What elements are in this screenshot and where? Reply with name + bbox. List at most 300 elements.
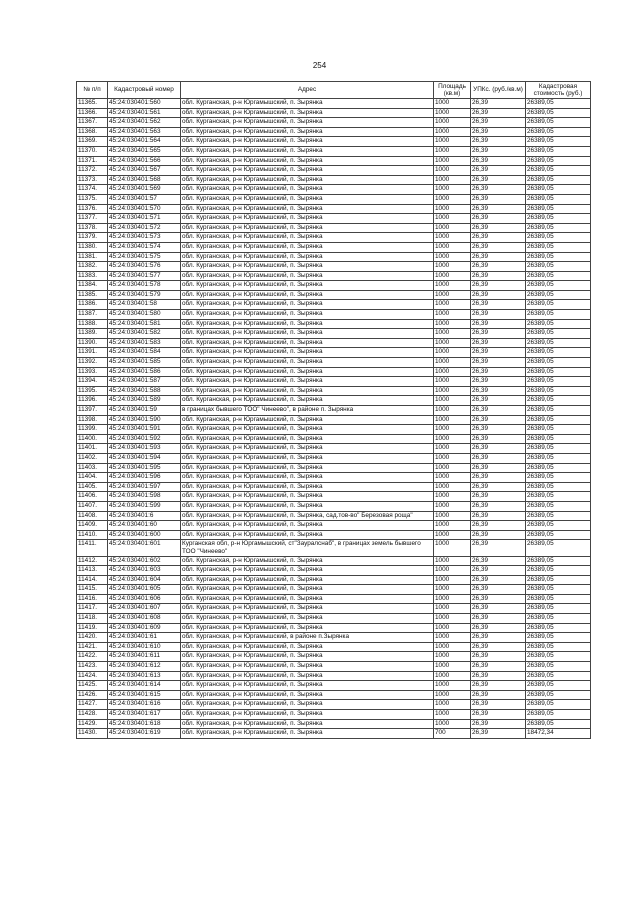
address: обл. Курганская, р-н Юргамышский, п. Зырянка [181, 566, 434, 576]
cadastral-cost: 26389,05 [526, 118, 591, 128]
cadastral-cost: 26389,05 [526, 99, 591, 109]
area: 1000 [434, 367, 471, 377]
row-number: 11373. [77, 175, 108, 185]
cadastral-cost: 26389,05 [526, 358, 591, 368]
cadastral-number: 45:24:030401:58 [108, 300, 181, 310]
row-number: 11402. [77, 453, 108, 463]
cadastral-cost: 26389,05 [526, 511, 591, 521]
table-row [77, 358, 591, 368]
address: обл. Курганская, р-н Юргамышский, п. Зырянка [181, 681, 434, 691]
cadastral-number: 45:24:030401:566 [108, 156, 181, 166]
row-number: 11394. [77, 377, 108, 387]
cadastral-number: 45:24:030401:571 [108, 214, 181, 224]
area: 1000 [434, 690, 471, 700]
table-row [77, 310, 591, 320]
area: 1000 [434, 166, 471, 176]
cadastral-number: 45:24:030401:560 [108, 99, 181, 109]
area: 1000 [434, 396, 471, 406]
cadastral-cost: 26389,05 [526, 194, 591, 204]
row-number: 11385. [77, 290, 108, 300]
row-number: 11365. [77, 99, 108, 109]
address: в границах бывшего ТОО" Чинеево", в районе п. Зырянка [181, 406, 434, 416]
cadastral-number: 45:24:030401:615 [108, 690, 181, 700]
upks: 26,39 [471, 166, 526, 176]
area: 1000 [434, 482, 471, 492]
table-row [77, 719, 591, 729]
address: обл. Курганская, р-н Юргамышский, п. Зырянка [181, 204, 434, 214]
row-number: 11425. [77, 681, 108, 691]
cadastral-cost: 26389,05 [526, 185, 591, 195]
upks: 26,39 [471, 473, 526, 483]
address: обл. Курганская, р-н Юргамышский, п. Зырянка [181, 338, 434, 348]
cadastral-cost: 26389,05 [526, 319, 591, 329]
address: обл. Курганская, р-н Юргамышский, п. Зырянка [181, 146, 434, 156]
cadastral-number: 45:24:030401:574 [108, 242, 181, 252]
area: 1000 [434, 406, 471, 416]
row-number: 11429. [77, 719, 108, 729]
cadastral-cost: 26389,05 [526, 377, 591, 387]
area: 1000 [434, 575, 471, 585]
table-row [77, 233, 591, 243]
address: обл. Курганская, р-н Юргамышский, п. Зырянка [181, 386, 434, 396]
address: обл. Курганская, р-н Юргамышский, п. Зырянка [181, 108, 434, 118]
row-number: 11399. [77, 425, 108, 435]
area: 1000 [434, 614, 471, 624]
area: 1000 [434, 290, 471, 300]
address: обл. Курганская, р-н Юргамышский, п. Зырянка [181, 623, 434, 633]
table-row [77, 575, 591, 585]
row-number: 11383. [77, 271, 108, 281]
area: 1000 [434, 118, 471, 128]
upks: 26,39 [471, 681, 526, 691]
cadastral-cost: 26389,05 [526, 214, 591, 224]
cadastral-number: 45:24:030401:579 [108, 290, 181, 300]
cadastral-cost: 26389,05 [526, 482, 591, 492]
address: обл. Курганская, р-н Юргамышский, п. Зырянка [181, 415, 434, 425]
cadastral-number: 45:24:030401:569 [108, 185, 181, 195]
table-row [77, 473, 591, 483]
upks: 26,39 [471, 281, 526, 291]
cadastral-cost: 26389,05 [526, 310, 591, 320]
cadastral-cost: 26389,05 [526, 642, 591, 652]
cadastral-cost: 26389,05 [526, 633, 591, 643]
cadastral-cost: 26389,05 [526, 108, 591, 118]
cadastral-cost: 26389,05 [526, 223, 591, 233]
address: обл. Курганская, р-н Юргамышский, п. Зырянка [181, 348, 434, 358]
table-row [77, 166, 591, 176]
row-number: 11417. [77, 604, 108, 614]
address: обл. Курганская, р-н Юргамышский, п. Зырянка [181, 185, 434, 195]
cadastral-cost: 26389,05 [526, 242, 591, 252]
row-number: 11388. [77, 319, 108, 329]
address: обл. Курганская, р-н Юргамышский, п. Зырянка [181, 127, 434, 137]
table-row [77, 530, 591, 540]
row-number: 11377. [77, 214, 108, 224]
cadastral-number: 45:24:030401:598 [108, 492, 181, 502]
upks: 26,39 [471, 501, 526, 511]
table-row [77, 521, 591, 531]
address: обл. Курганская, р-н Юргамышский, п. Зырянка [181, 281, 434, 291]
row-number: 11381. [77, 252, 108, 262]
row-number: 11408. [77, 511, 108, 521]
upks: 26,39 [471, 358, 526, 368]
cadastral-cost: 26389,05 [526, 425, 591, 435]
area: 1000 [434, 281, 471, 291]
table-row [77, 700, 591, 710]
upks: 26,39 [471, 594, 526, 604]
upks: 26,39 [471, 700, 526, 710]
table-row [77, 271, 591, 281]
cadastral-cost: 26389,05 [526, 652, 591, 662]
area: 1000 [434, 642, 471, 652]
upks: 26,39 [471, 614, 526, 624]
row-number: 11386. [77, 300, 108, 310]
cadastral-cost: 26389,05 [526, 146, 591, 156]
table-row [77, 614, 591, 624]
row-number: 11401. [77, 444, 108, 454]
cadastral-number: 45:24:030401:591 [108, 425, 181, 435]
upks: 26,39 [471, 556, 526, 566]
table-row [77, 482, 591, 492]
area: 1000 [434, 204, 471, 214]
table-row [77, 566, 591, 576]
upks: 26,39 [471, 652, 526, 662]
upks: 26,39 [471, 482, 526, 492]
cadastral-cost: 26389,05 [526, 367, 591, 377]
row-number: 11419. [77, 623, 108, 633]
area: 1000 [434, 521, 471, 531]
address: обл. Курганская, р-н Юргамышский, п. Зырянка [181, 425, 434, 435]
row-number: 11376. [77, 204, 108, 214]
cadastral-cost: 26389,05 [526, 566, 591, 576]
cadastral-number: 45:24:030401:602 [108, 556, 181, 566]
row-number: 11382. [77, 262, 108, 272]
area: 1000 [434, 156, 471, 166]
row-number: 11415. [77, 585, 108, 595]
row-number: 11423. [77, 662, 108, 672]
cadastral-cost: 26389,05 [526, 681, 591, 691]
cadastral-cost: 26389,05 [526, 473, 591, 483]
table-row [77, 300, 591, 310]
row-number: 11397. [77, 406, 108, 416]
area: 1000 [434, 540, 471, 556]
upks: 26,39 [471, 386, 526, 396]
cadastral-number: 45:24:030401:578 [108, 281, 181, 291]
address: обл. Курганская, р-н Юргамышский, п. Зырянка [181, 729, 434, 739]
address: обл. Курганская, р-н Юргамышский, п. Зырянка [181, 377, 434, 387]
row-number: 11389. [77, 329, 108, 339]
row-number: 11422. [77, 652, 108, 662]
upks: 26,39 [471, 710, 526, 720]
table-row [77, 729, 591, 739]
table-row [77, 99, 591, 109]
cadastral-cost: 26389,05 [526, 719, 591, 729]
table-row [77, 214, 591, 224]
area: 1000 [434, 585, 471, 595]
area: 1000 [434, 300, 471, 310]
cadastral-number: 45:24:030401:61 [108, 633, 181, 643]
area: 1000 [434, 233, 471, 243]
table-row [77, 585, 591, 595]
cadastral-cost: 26389,05 [526, 338, 591, 348]
header-cadastral-number: Кадастровый номер [108, 82, 181, 99]
table-row [77, 290, 591, 300]
cadastral-number: 45:24:030401:588 [108, 386, 181, 396]
cadastral-number: 45:24:030401:614 [108, 681, 181, 691]
cadastral-number: 45:24:030401:610 [108, 642, 181, 652]
upks: 26,39 [471, 729, 526, 739]
row-number: 11426. [77, 690, 108, 700]
row-number: 11430. [77, 729, 108, 739]
row-number: 11374. [77, 185, 108, 195]
table-header-row [77, 82, 591, 99]
cadastral-cost: 26389,05 [526, 271, 591, 281]
upks: 26,39 [471, 367, 526, 377]
upks: 26,39 [471, 623, 526, 633]
table-row [77, 262, 591, 272]
cadastral-cost: 26389,05 [526, 262, 591, 272]
header-upks: УПКс. (руб./кв.м) [471, 82, 526, 99]
cadastral-cost: 26389,05 [526, 348, 591, 358]
cadastral-cost: 26389,05 [526, 406, 591, 416]
upks: 26,39 [471, 214, 526, 224]
cadastral-cost: 26389,05 [526, 396, 591, 406]
table-row [77, 501, 591, 511]
table-row [77, 492, 591, 502]
table-row [77, 223, 591, 233]
upks: 26,39 [471, 575, 526, 585]
address: обл. Курганская, р-н Юргамышский, п. Зырянка [181, 690, 434, 700]
cadastral-number: 45:24:030401:618 [108, 719, 181, 729]
address: обл. Курганская, р-н Юргамышский, п. Зырянка [181, 242, 434, 252]
address: обл. Курганская, р-н Юргамышский, п. Зырянка [181, 662, 434, 672]
row-number: 11392. [77, 358, 108, 368]
upks: 26,39 [471, 492, 526, 502]
area: 1000 [434, 329, 471, 339]
table-row [77, 386, 591, 396]
table-row [77, 204, 591, 214]
upks: 26,39 [471, 690, 526, 700]
row-number: 11393. [77, 367, 108, 377]
table-row [77, 175, 591, 185]
upks: 26,39 [471, 252, 526, 262]
row-number: 11420. [77, 633, 108, 643]
cadastral-cost: 26389,05 [526, 594, 591, 604]
address: обл. Курганская, р-н Юргамышский, п. Зырянка [181, 671, 434, 681]
area: 1000 [434, 530, 471, 540]
cadastral-number: 45:24:030401:562 [108, 118, 181, 128]
upks: 26,39 [471, 425, 526, 435]
table-row [77, 604, 591, 614]
cadastral-cost: 26389,05 [526, 166, 591, 176]
upks: 26,39 [471, 204, 526, 214]
address: обл. Курганская, р-н Юргамышский, п. Зырянка [181, 652, 434, 662]
area: 1000 [434, 99, 471, 109]
cadastral-number: 45:24:030401:561 [108, 108, 181, 118]
cadastral-cost: 26389,05 [526, 585, 591, 595]
row-number: 11410. [77, 530, 108, 540]
area: 1000 [434, 633, 471, 643]
cadastral-number: 45:24:030401:60 [108, 521, 181, 531]
cadastral-number: 45:24:030401:573 [108, 233, 181, 243]
cadastral-number: 45:24:030401:572 [108, 223, 181, 233]
row-number: 11427. [77, 700, 108, 710]
upks: 26,39 [471, 633, 526, 643]
upks: 26,39 [471, 444, 526, 454]
address: обл. Курганская, р-н Юргамышский, п. Зырянка [181, 99, 434, 109]
upks: 26,39 [471, 434, 526, 444]
upks: 26,39 [471, 262, 526, 272]
area: 1000 [434, 492, 471, 502]
upks: 26,39 [471, 310, 526, 320]
cadastral-number: 45:24:030401:587 [108, 377, 181, 387]
cadastral-cost: 26389,05 [526, 700, 591, 710]
cadastral-number: 45:24:030401:575 [108, 252, 181, 262]
cadastral-number: 45:24:030401:568 [108, 175, 181, 185]
cadastral-number: 45:24:030401:6 [108, 511, 181, 521]
cadastral-cost: 26389,05 [526, 127, 591, 137]
cadastral-number: 45:24:030401:592 [108, 434, 181, 444]
upks: 26,39 [471, 530, 526, 540]
table-row [77, 594, 591, 604]
cadastral-cost: 26389,05 [526, 604, 591, 614]
area: 1000 [434, 214, 471, 224]
row-number: 11396. [77, 396, 108, 406]
row-number: 11372. [77, 166, 108, 176]
cadastral-cost: 26389,05 [526, 521, 591, 531]
area: 1000 [434, 434, 471, 444]
address: обл. Курганская, р-н Юргамышский, п. Зырянка [181, 614, 434, 624]
table-row [77, 671, 591, 681]
address: обл. Курганская, р-н Юргамышский, п. Зырянка [181, 290, 434, 300]
cadastral-cost: 26389,05 [526, 329, 591, 339]
address: обл. Курганская, р-н Юргамышский, п. Зырянка [181, 604, 434, 614]
area: 700 [434, 729, 471, 739]
header-address: Адрес [181, 82, 434, 99]
cadastral-number: 45:24:030401:570 [108, 204, 181, 214]
area: 1000 [434, 453, 471, 463]
area: 1000 [434, 271, 471, 281]
row-number: 11407. [77, 501, 108, 511]
upks: 26,39 [471, 348, 526, 358]
address: обл. Курганская, р-н Юргамышский, п. Зырянка [181, 575, 434, 585]
area: 1000 [434, 566, 471, 576]
area: 1000 [434, 358, 471, 368]
area: 1000 [434, 511, 471, 521]
table-row [77, 444, 591, 454]
cadastral-cost: 26389,05 [526, 281, 591, 291]
cadastral-number: 45:24:030401:564 [108, 137, 181, 147]
cadastral-number: 45:24:030401:600 [108, 530, 181, 540]
address: обл. Курганская, р-н Юргамышский, п. Зырянка [181, 358, 434, 368]
upks: 26,39 [471, 406, 526, 416]
cadastral-number: 45:24:030401:596 [108, 473, 181, 483]
table-row [77, 662, 591, 672]
row-number: 11428. [77, 710, 108, 720]
table-row [77, 242, 591, 252]
row-number: 11403. [77, 463, 108, 473]
table-row [77, 118, 591, 128]
area: 1000 [434, 662, 471, 672]
cadastral-cost: 26389,05 [526, 444, 591, 454]
upks: 26,39 [471, 108, 526, 118]
cadastral-cost: 26389,05 [526, 156, 591, 166]
row-number: 11384. [77, 281, 108, 291]
area: 1000 [434, 604, 471, 614]
area: 1000 [434, 386, 471, 396]
table-row [77, 463, 591, 473]
area: 1000 [434, 425, 471, 435]
cadastral-cost: 26389,05 [526, 662, 591, 672]
table-row [77, 453, 591, 463]
upks: 26,39 [471, 185, 526, 195]
row-number: 11404. [77, 473, 108, 483]
address: обл. Курганская, р-н Юргамышский, п. Зырянка [181, 434, 434, 444]
cadastral-number: 45:24:030401:563 [108, 127, 181, 137]
address: обл. Курганская, р-н Юргамышский, п. Зырянка [181, 329, 434, 339]
address: обл. Курганская, р-н Юргамышский, п. Зырянка [181, 719, 434, 729]
row-number: 11409. [77, 521, 108, 531]
table-row [77, 406, 591, 416]
row-number: 11370. [77, 146, 108, 156]
row-number: 11391. [77, 348, 108, 358]
area: 1000 [434, 194, 471, 204]
upks: 26,39 [471, 662, 526, 672]
upks: 26,39 [471, 127, 526, 137]
cadastral-number: 45:24:030401:580 [108, 310, 181, 320]
cadastral-number: 45:24:030401:595 [108, 463, 181, 473]
address: обл. Курганская, р-н Юргамышский, п. Зырянка [181, 367, 434, 377]
address: обл. Курганская, р-н Юргамышский, п. Зырянка [181, 463, 434, 473]
area: 1000 [434, 127, 471, 137]
cadastral-cost: 26389,05 [526, 671, 591, 681]
row-number: 11421. [77, 642, 108, 652]
cadastral-cost: 26389,05 [526, 415, 591, 425]
cadastral-cost: 26389,05 [526, 463, 591, 473]
upks: 26,39 [471, 396, 526, 406]
cadastral-number: 45:24:030401:619 [108, 729, 181, 739]
upks: 26,39 [471, 242, 526, 252]
area: 1000 [434, 556, 471, 566]
upks: 26,39 [471, 319, 526, 329]
cadastral-number: 45:24:030401:608 [108, 614, 181, 624]
area: 1000 [434, 223, 471, 233]
upks: 26,39 [471, 118, 526, 128]
area: 1000 [434, 338, 471, 348]
upks: 26,39 [471, 377, 526, 387]
area: 1000 [434, 444, 471, 454]
upks: 26,39 [471, 99, 526, 109]
address: обл. Курганская, р-н Юргамышский, п. Зырянка [181, 233, 434, 243]
table-row [77, 623, 591, 633]
cadastral-cost: 26389,05 [526, 290, 591, 300]
address: обл. Курганская, р-н Юргамышский, п. Зырянка [181, 492, 434, 502]
cadastral-number: 45:24:030401:586 [108, 367, 181, 377]
cadastral-number: 45:24:030401:613 [108, 671, 181, 681]
cadastral-number: 45:24:030401:617 [108, 710, 181, 720]
table-row [77, 252, 591, 262]
cadastral-number: 45:24:030401:612 [108, 662, 181, 672]
cadastral-cost: 26389,05 [526, 434, 591, 444]
cadastral-cost: 26389,05 [526, 175, 591, 185]
row-number: 11400. [77, 434, 108, 444]
table-row [77, 556, 591, 566]
row-number: 11406. [77, 492, 108, 502]
address: обл. Курганская, р-н Юргамышский, п. Зырянка [181, 700, 434, 710]
area: 1000 [434, 681, 471, 691]
upks: 26,39 [471, 233, 526, 243]
table-row [77, 137, 591, 147]
